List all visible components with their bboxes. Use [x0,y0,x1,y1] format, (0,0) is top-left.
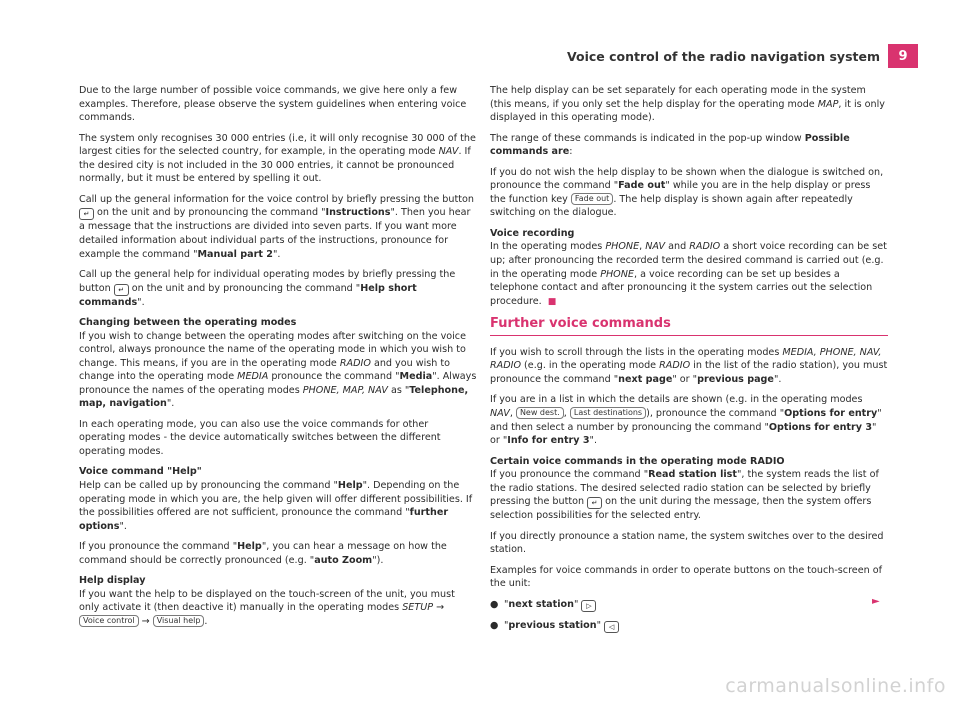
previous-station-icon: ◁ [604,621,619,633]
subheading: Changing between the operating modes [79,316,297,328]
header-title: Voice control of the radio navigation system [567,48,880,64]
fade-out-key: Fade out [571,193,613,205]
list-item: ● "next station" ▷ [490,598,888,612]
list-item: ● "previous station" ◁ [490,619,888,633]
page-number: 9 [888,44,918,68]
paragraph: If you directly pronounce a station name, the system switches over to the desired station. [490,530,884,556]
paragraph: The help display can be set separately for each operating mode in the system (this means, if you only set the help display for the operating mode MAP, it is only displayed in this operating mode). [490,85,885,124]
paragraph: If you do not wish the help display to be shown when the dialogue is switched on, pronounce the command "Fade out" while you are in the help display or press the function key Fade out . The help display is shown again after repeatedly switching on the dialogue. [490,166,884,219]
paragraph: If you want the help to be displayed on the touch-screen of the unit, you must only activate it (then deactive it) manually in the operating modes SETUP → Voice control → Visual help . [79,588,455,627]
paragraph: If you are in a list in which the details are shown (e.g. in the operating modes NAV, New dest. , Last destinations ), pronounce the command "Options for entry" and then select a number by pronouncing the command "Options for entry 3" or "Info for entry 3". [490,394,882,447]
page-header [567,44,918,68]
paragraph: If you wish to change between the operating modes after switching on the voice control, always pronounce the name of the operating mode in which you wish to change. This means, if you are in the operating mode RADIO and you wish to change into the operating mode MEDIA pronounce the command "Media". Always pronounce the names of the operating modes PHONE, MAP, NAV as "Telephone, map, navigation". [79,330,477,410]
paragraph: In each operating mode, you can also use the voice commands for other operating modes - the device automatically switches between the different operating modes. [79,418,441,458]
paragraph: In the operating modes PHONE, NAV and RADIO a short voice recording can be set up; after pronouncing the recorded term the desired command is carried out (e.g. in the operating mode PHONE, a voice recording can be set up besides a telephone contact and after pronouncing it the system carries out the selection procedure. ■ [490,241,887,307]
paragraph: Help can be called up by pronouncing the command "Help". Depending on the operating mode in which you are, the help given will offer different possibilities. If the possibilities offered are not sufficient, pronounce the command "further options". [79,480,473,532]
talk-button-icon: ↵ [79,208,94,220]
left-column [79,84,477,635]
section-title: Further voice commands [490,317,888,336]
subheading: Voice command "Help" [79,466,202,478]
voice-control-key: Voice control [79,615,139,627]
paragraph: Call up the general information for the voice control by briefly pressing the button ↵ on the unit and by pronouncing the command "Instructions". Then you hear a message that the instructions are divided into seven parts. If you want more detailed information about individual parts of the instructions, pronounce for example the command "Manual part 2". [79,193,474,260]
new-dest-key: New dest. [516,407,564,419]
visual-help-key: Visual help [153,615,205,627]
paragraph: If you pronounce the command "Help", you can hear a message on how the command should be correctly pronounced (e.g. "auto Zoom"). [79,541,447,566]
subheading: Voice recording [490,227,575,239]
paragraph: The range of these commands is indicated in the pop-up window Possible commands are: [490,132,850,158]
bullet-icon: ● [490,598,499,610]
subheading: Help display [79,575,146,587]
watermark: carmanualsonline.info [725,675,946,697]
bullet-icon: ● [490,619,499,631]
paragraph: The system only recognises 30 000 entries (i.e, it will only recognise 30 000 of the largest cities for the selected country, for example, in the operating mode NAV. If the desired city is not included in the 30 000 entries, it cannot be pronounced normally, but it must be entered by spelling it out. [79,132,476,185]
paragraph: Call up the general help for individual operating modes by briefly pressing the button ↵ on the unit and by pronouncing the command "Help short commands". [79,268,456,308]
talk-button-icon: ↵ [114,284,129,296]
last-destinations-key: Last destinations [570,407,646,419]
continue-arrow-icon: ► [872,596,880,607]
talk-button-icon: ↵ [587,497,602,509]
paragraph: If you wish to scroll through the lists in the operating modes MEDIA, PHONE, NAV, RADIO (e.g. in the operating mode RADIO in the list of the radio station), you must pronounce the command "next page" or "previous page". [490,346,888,386]
next-station-icon: ▷ [581,600,596,612]
section-end-icon: ■ [547,296,557,307]
paragraph: Examples for voice commands in order to operate buttons on the touch-screen of the unit: [490,564,882,590]
subheading: Certain voice commands in the operating mode RADIO [490,455,785,467]
paragraph: If you pronounce the command "Read station list", the system reads the list of the radio stations. The desired selected radio station can be selected by briefly pressing the button ↵ on the unit during the message, then the system offers selection possibilities for the selected entry. [490,469,879,522]
right-column [490,84,888,639]
paragraph: Due to the large number of possible voice commands, we give here only a few examples. Therefore, please observe the system guidelines when entering voice commands. [79,85,467,124]
